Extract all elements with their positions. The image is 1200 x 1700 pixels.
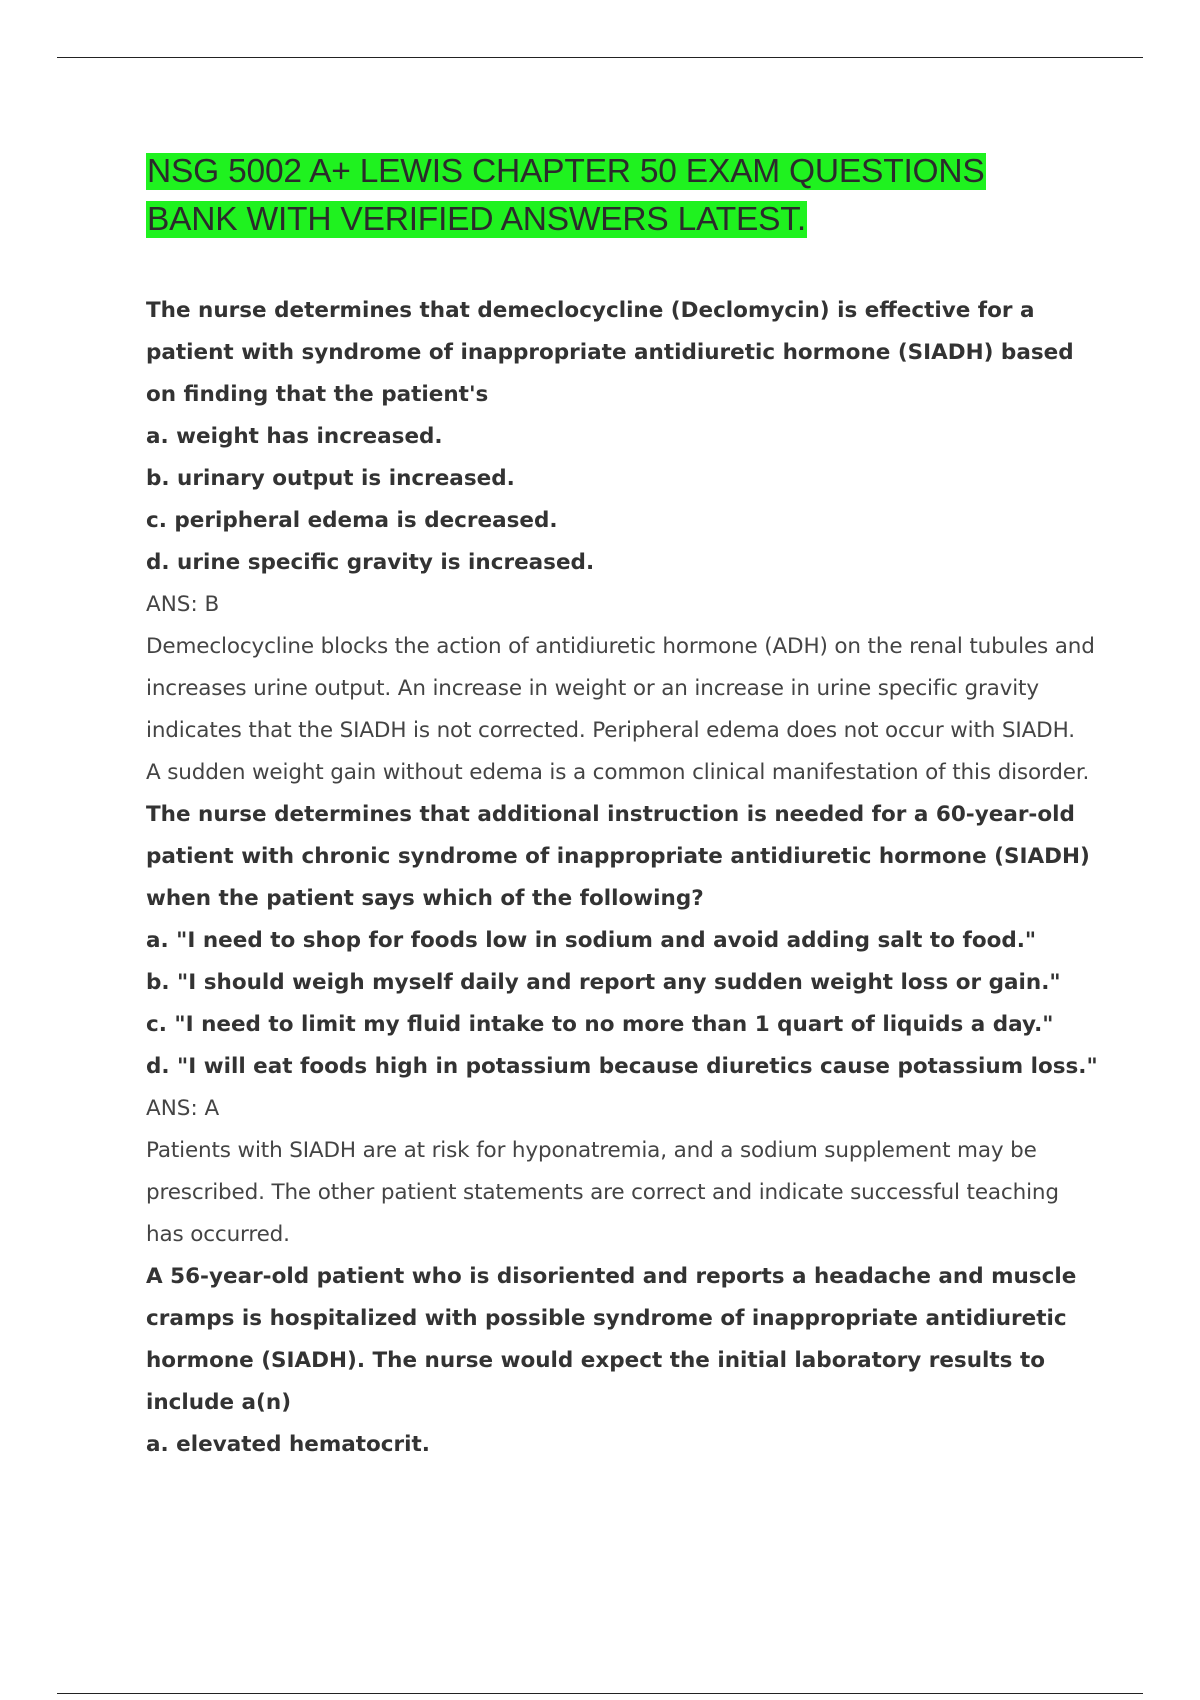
question-stem: The nurse determines that demeclocycline (Declomycin) is effective for a patient with syndrome of inappropriate antidiuretic hormone (SIADH) based on finding that the patient's (146, 298, 1074, 407)
document-body (146, 148, 1096, 1466)
question-block-3 (146, 1256, 1096, 1466)
option-c: c. peripheral edema is decreased. (146, 508, 558, 533)
rationale: Demeclocycline blocks the action of antidiuretic hormone (ADH) on the renal tubules and increases urine output. An increase in weight or an increase in urine specific gravity indicates that the SIADH is not corrected. Peripheral edema does not occur with SIADH. A sudden weight gain without edema is a common clinical manifestation of this disorder. (146, 634, 1095, 785)
option-c: c. "I need to limit my fluid intake to no more than 1 quart of liquids a day." (146, 1012, 1054, 1037)
option-b: b. "I should weigh myself daily and report any sudden weight loss or gain." (146, 970, 1061, 995)
question-stem: A 56-year-old patient who is disoriented and reports a headache and muscle cramps is hospitalized with possible syndrome of inappropriate antidiuretic hormone (SIADH). The nurse would expect the initial laboratory results to include a(n) (146, 1264, 1077, 1415)
title-line-1: NSG 5002 A+ LEWIS CHAPTER 50 EXAM QUESTIONS (147, 153, 985, 190)
answer-key: ANS: B (146, 592, 220, 617)
option-a: a. weight has increased. (146, 424, 443, 449)
answer-key: ANS: A (146, 1096, 220, 1121)
option-a: a. elevated hematocrit. (146, 1432, 430, 1457)
question-block-1 (146, 290, 1096, 794)
header-rule (57, 57, 1143, 58)
option-b: b. urinary output is increased. (146, 466, 515, 491)
footer-rule (57, 1693, 1143, 1694)
option-a: a. "I need to shop for foods low in sodium and avoid adding salt to food." (146, 928, 1037, 953)
option-d: d. urine specific gravity is increased. (146, 550, 595, 575)
rationale: Patients with SIADH are at risk for hyponatremia, and a sodium supplement may be prescribed. The other patient statements are correct and indicate successful teaching has occurred. (146, 1138, 1059, 1247)
question-block-2 (146, 794, 1096, 1256)
title-line-2: BANK WITH VERIFIED ANSWERS LATEST. (147, 201, 806, 238)
question-stem: The nurse determines that additional instruction is needed for a 60-year-old patient with chronic syndrome of inappropriate antidiuretic hormone (SIADH) when the patient says which of the following? (146, 802, 1090, 911)
document-title (146, 148, 1096, 244)
option-d: d. "I will eat foods high in potassium because diuretics cause potassium loss." (146, 1054, 1098, 1079)
